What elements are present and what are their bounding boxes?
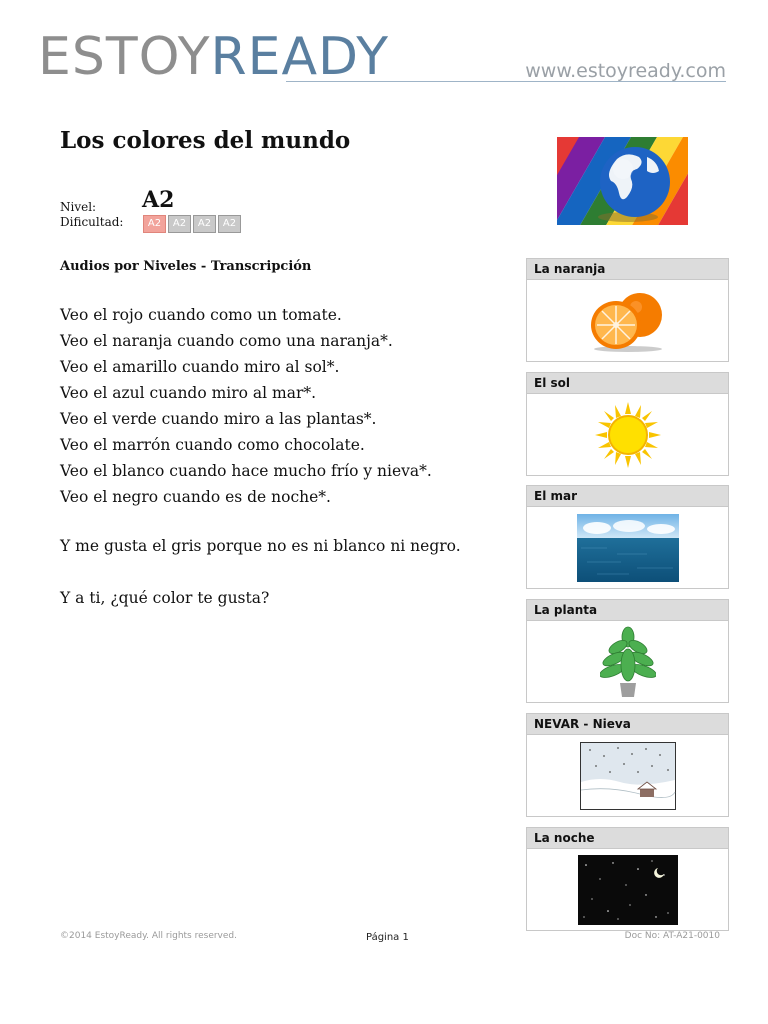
transcript-line: Veo el naranja cuando como una naranja*. xyxy=(60,332,393,350)
difficulty-badge: A2 xyxy=(143,215,166,233)
vocab-card-naranja xyxy=(526,258,729,362)
rainbow-globe-image xyxy=(557,137,688,225)
vocab-card-label: El mar xyxy=(527,486,728,507)
vocab-card-label: El sol xyxy=(527,373,728,394)
plant-image xyxy=(600,625,656,699)
vocab-card-mar xyxy=(526,485,729,589)
orange-image xyxy=(588,289,668,353)
transcript-line: Veo el negro cuando es de noche*. xyxy=(60,488,331,506)
night-image xyxy=(578,855,678,925)
footer-page-number: Página 1 xyxy=(366,932,409,943)
vocab-card-sol xyxy=(526,372,729,476)
transcript-lines xyxy=(60,302,432,510)
sun-image xyxy=(593,400,663,470)
transcript-question: Y a ti, ¿qué color te gusta? xyxy=(60,589,270,607)
transcript-line: Veo el marrón cuando como chocolate. xyxy=(60,436,365,454)
vocab-card-label: La noche xyxy=(527,828,728,849)
estoyready-logo xyxy=(38,26,389,88)
level-value: A2 xyxy=(142,187,175,213)
transcript-line: Veo el rojo cuando como un tomate. xyxy=(60,306,342,324)
transcript-line-gris: Y me gusta el gris porque no es ni blanco ni negro. xyxy=(60,537,461,555)
vocab-card-label: La naranja xyxy=(527,259,728,280)
sea-image xyxy=(577,514,679,582)
snow-image xyxy=(580,742,676,810)
logo-text-estoy: ESTOY xyxy=(38,27,211,87)
vocab-card-label: La planta xyxy=(527,600,728,621)
vocab-card-label: NEVAR - Nieva xyxy=(527,714,728,735)
footer-copyright: ©2014 EstoyReady. All rights reserved. xyxy=(60,931,237,941)
transcript-line: Veo el blanco cuando hace mucho frío y nieva*. xyxy=(60,462,432,480)
vocab-card-nieva xyxy=(526,713,729,817)
level-label: Nivel: xyxy=(60,200,97,214)
vocab-card-planta xyxy=(526,599,729,703)
logo-text-ready: READY xyxy=(210,27,390,87)
vocab-card-noche xyxy=(526,827,729,931)
difficulty-badge: A2 xyxy=(218,215,241,233)
difficulty-label: Dificultad: xyxy=(60,215,124,229)
site-url-link[interactable]: www.estoyready.com xyxy=(525,60,726,82)
transcript-line: Veo el azul cuando miro al mar*. xyxy=(60,384,317,402)
difficulty-badge: A2 xyxy=(168,215,191,233)
difficulty-badge: A2 xyxy=(193,215,216,233)
footer-doc-number: Doc No: AT-A21-0010 xyxy=(624,931,720,941)
transcript-line: Veo el verde cuando miro a las plantas*. xyxy=(60,410,377,428)
section-subtitle: Audios por Niveles - Transcripción xyxy=(60,259,312,274)
page-title: Los colores del mundo xyxy=(60,127,351,154)
transcript-line: Veo el amarillo cuando miro al sol*. xyxy=(60,358,340,376)
difficulty-badges xyxy=(143,215,241,233)
